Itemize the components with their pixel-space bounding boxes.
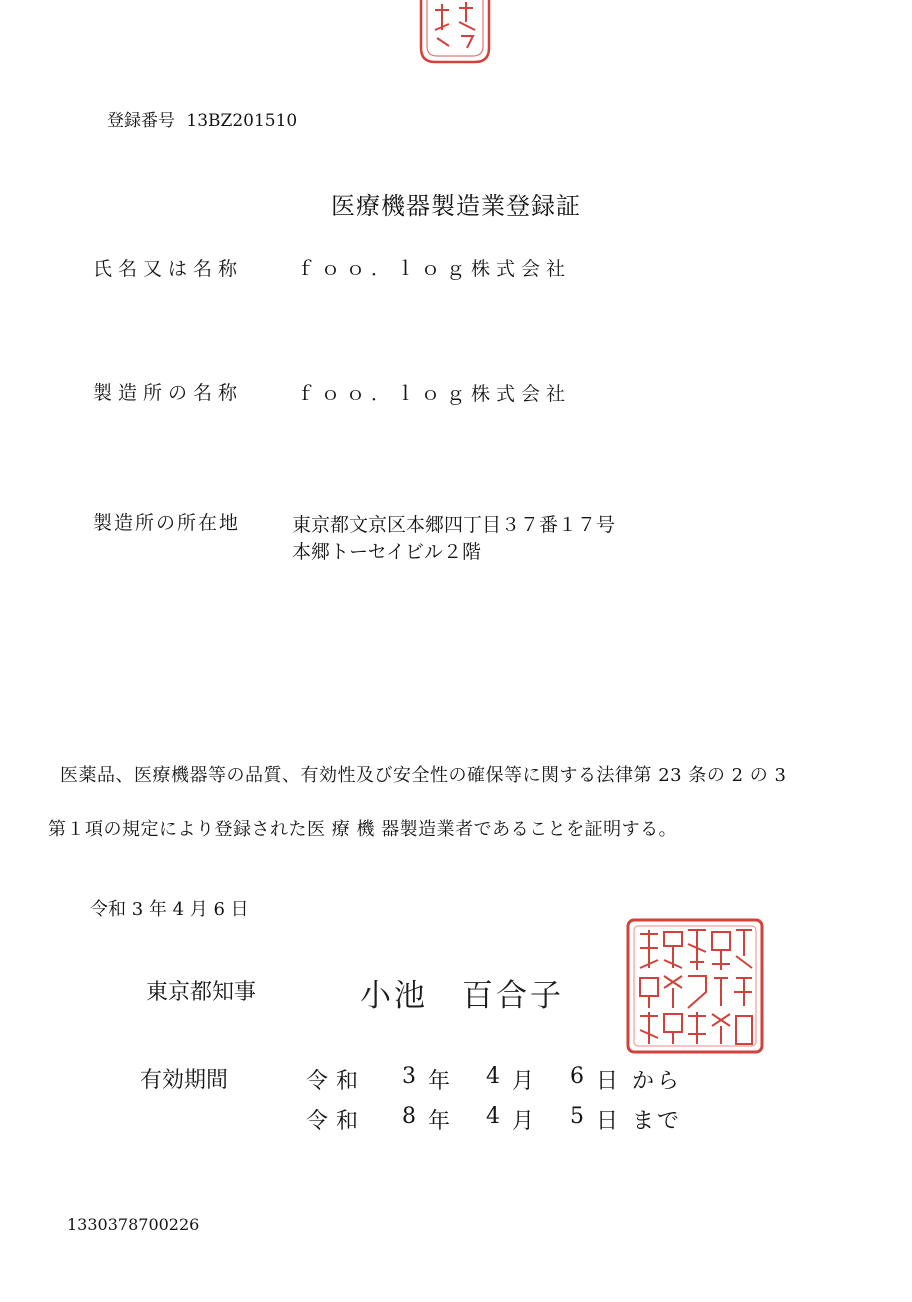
- validity-to-day-unit: 日: [596, 1109, 619, 1134]
- site-name-value: ｆｏｏ．ｌｏｇ株式会社: [296, 383, 572, 405]
- validity-from-year-unit: 年: [428, 1069, 451, 1094]
- validity-from-day: 6: [570, 1064, 584, 1089]
- name-label: 氏名又は名称: [93, 258, 244, 280]
- validity-from-year: 3: [402, 1064, 416, 1089]
- name-value: ｆｏｏ．ｌｏｇ株式会社: [296, 258, 572, 280]
- issuer-signature: 小池 百合子: [360, 978, 564, 1014]
- validity-to-month: 4: [486, 1104, 500, 1129]
- registration-number: [107, 106, 297, 131]
- registration-number-label: 登録番号: [107, 111, 175, 131]
- issue-date: 令和 3 年 4 月 6 日: [90, 899, 249, 920]
- validity-to-day: 5: [570, 1104, 584, 1129]
- validity-label: 有効期間: [140, 1068, 229, 1093]
- validity-from-month: 4: [486, 1064, 500, 1089]
- validity-from-era: 令和: [306, 1069, 367, 1094]
- address-line-2: 本郷トーセイビル２階: [292, 541, 482, 563]
- validity-to-suffix: まで: [632, 1109, 683, 1134]
- validity-from-day-unit: 日: [596, 1069, 619, 1094]
- issuer-title: 東京都知事: [146, 980, 257, 1005]
- document-title: 医療機器製造業登録証: [331, 192, 581, 220]
- validity-to-year-unit: 年: [428, 1109, 451, 1134]
- validity-to-month-unit: 月: [512, 1109, 535, 1134]
- site-name-label: 製造所の名称: [93, 382, 244, 404]
- validity-from-row: [306, 1064, 682, 1095]
- registration-number-value: 13BZ201510: [186, 111, 298, 131]
- validity-from-suffix: から: [632, 1069, 683, 1094]
- document-id-number: 1330378700226: [67, 1215, 200, 1234]
- validity-to-row: [306, 1104, 682, 1135]
- top-seal-stamp: [415, 0, 495, 66]
- validity-to-year: 8: [402, 1104, 416, 1129]
- certification-text-line-1: 医薬品、医療機器等の品質、有効性及び安全性の確保等に関する法律第 23 条の 2 の 3: [60, 765, 787, 786]
- office-seal-stamp: [624, 916, 766, 1056]
- address-label: 製造所の所在地: [93, 512, 241, 534]
- certification-text-line-2: 第１項の規定により登録された医 療 機 器製造業者であることを証明する。: [48, 819, 678, 840]
- validity-from-month-unit: 月: [512, 1069, 535, 1094]
- validity-to-era: 令和: [306, 1109, 367, 1134]
- address-line-1: 東京都文京区本郷四丁目３７番１７号: [292, 514, 616, 536]
